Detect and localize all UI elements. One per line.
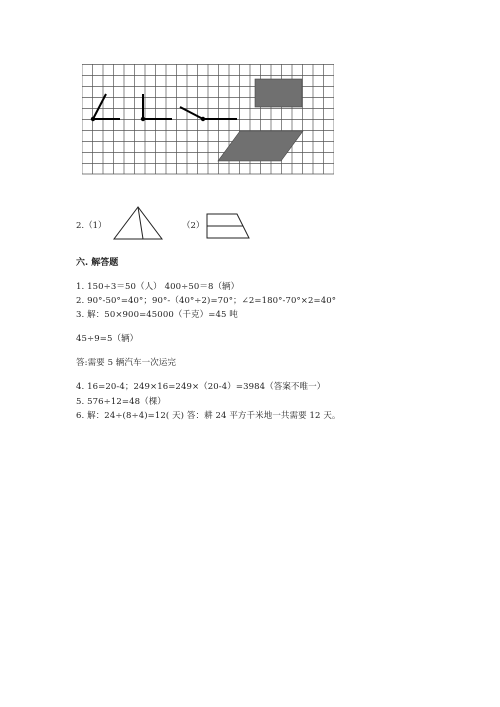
answer-3-conclusion: 答:需要 5 辆汽车一次运完 [76,358,177,368]
q2-label-1: 2.（1） [76,221,107,231]
angle-3 [180,107,237,121]
answer-1: 1. 150÷3＝50（人） 400÷50＝8（辆） [76,282,240,292]
shaded-parallelogram [218,131,303,161]
answer-4: 4. 16=20-4；249×16=249×（20-4）=3984（答案不唯一） [76,382,326,392]
grid-figure [82,64,334,176]
triangle-figure [112,205,166,241]
answer-2: 2. 90°-50°=40°；90°-（40°÷2)=70°；∠2=180°-70°×2=40° [76,296,337,306]
trapezoid-figure [205,212,251,240]
answer-5: 5. 576÷12=48（棵） [76,397,166,407]
section-title: 六. 解答题 [76,258,119,268]
answer-3-calc: 45÷9=5（辆） [76,334,139,344]
q2-label-2: （2） [182,221,205,231]
answer-6: 6. 解：24÷(8÷4)=12( 天) 答：耕 24 平方千米地一共需要 12 天。 [76,411,341,421]
angle-2 [141,94,172,121]
shaded-rectangle [255,79,302,107]
answer-3: 3. 解：50×900=45000（千克）=45 吨 [76,310,238,320]
angle-1 [91,94,120,121]
